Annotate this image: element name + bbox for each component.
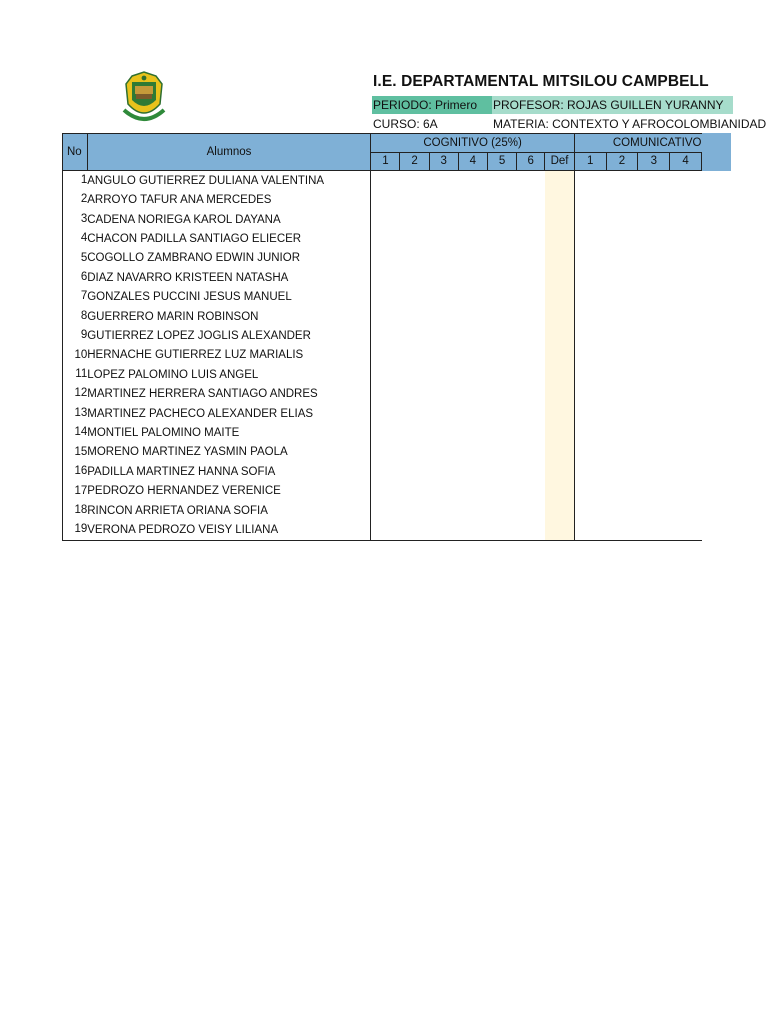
comunicativo-subcol: 3 [638, 153, 670, 171]
grade-cell[interactable] [487, 307, 516, 326]
cognitivo-subcol: 4 [458, 153, 487, 171]
grade-cell[interactable] [429, 384, 458, 403]
grade-cell[interactable] [487, 501, 516, 520]
student-name: COGOLLO ZAMBRANO EDWIN JUNIOR [87, 249, 371, 268]
table-row [63, 307, 702, 326]
grade-cell[interactable] [606, 229, 638, 248]
grade-cell[interactable] [670, 365, 702, 384]
grade-cell[interactable] [458, 249, 487, 268]
student-name: GUERRERO MARIN ROBINSON [87, 307, 371, 326]
grade-cell[interactable] [638, 365, 670, 384]
table-row [63, 520, 702, 540]
grade-cell[interactable] [487, 384, 516, 403]
student-name: ANGULO GUTIERREZ DULIANA VALENTINA [87, 171, 371, 191]
grade-cell[interactable] [458, 443, 487, 462]
grade-cell[interactable] [429, 482, 458, 501]
def-grade-cell[interactable] [545, 462, 575, 481]
grade-cell[interactable] [574, 520, 606, 540]
grade-cell[interactable] [638, 404, 670, 423]
grade-cell[interactable] [670, 346, 702, 365]
grade-cell[interactable] [574, 307, 606, 326]
student-name: MONTIEL PALOMINO MAITE [87, 423, 371, 442]
student-number: 3 [63, 210, 88, 229]
grade-cell[interactable] [638, 443, 670, 462]
grade-cell[interactable] [487, 268, 516, 287]
grade-cell[interactable] [429, 326, 458, 345]
grade-cell[interactable] [670, 210, 702, 229]
grade-cell[interactable] [371, 384, 400, 403]
grade-cell[interactable] [458, 171, 487, 191]
student-number: 11 [63, 365, 88, 384]
grade-cell[interactable] [371, 404, 400, 423]
grade-cell[interactable] [517, 287, 545, 306]
grade-cell[interactable] [574, 190, 606, 209]
comunicativo-subcol: 2 [606, 153, 638, 171]
grade-cell[interactable] [670, 462, 702, 481]
school-shield-logo [118, 70, 170, 126]
grade-cell[interactable] [574, 365, 606, 384]
grade-cell[interactable] [517, 384, 545, 403]
grade-cell[interactable] [371, 326, 400, 345]
grade-cell[interactable] [429, 365, 458, 384]
grade-cell[interactable] [517, 520, 545, 540]
grade-cell[interactable] [487, 171, 516, 191]
grade-cell[interactable] [517, 229, 545, 248]
cognitivo-subcol: 2 [400, 153, 429, 171]
grade-cell[interactable] [638, 287, 670, 306]
grade-cell[interactable] [670, 404, 702, 423]
grade-cell[interactable] [670, 229, 702, 248]
grade-cell[interactable] [606, 287, 638, 306]
student-number: 9 [63, 326, 88, 345]
student-name: PEDROZO HERNANDEZ VERENICE [87, 482, 371, 501]
student-name: DIAZ NAVARRO KRISTEEN NATASHA [87, 268, 371, 287]
grade-cell[interactable] [400, 326, 429, 345]
grade-cell[interactable] [429, 501, 458, 520]
grade-cell[interactable] [487, 462, 516, 481]
grade-cell[interactable] [574, 229, 606, 248]
grade-cell[interactable] [670, 268, 702, 287]
grade-cell[interactable] [400, 190, 429, 209]
table-row [63, 501, 702, 520]
grade-cell[interactable] [487, 404, 516, 423]
def-grade-cell[interactable] [545, 249, 575, 268]
grade-cell[interactable] [606, 482, 638, 501]
def-grade-cell[interactable] [545, 520, 575, 540]
table-row [63, 287, 702, 306]
grade-cell[interactable] [400, 365, 429, 384]
grade-cell[interactable] [429, 307, 458, 326]
col-no-header: No [63, 134, 88, 171]
grade-cell[interactable] [487, 365, 516, 384]
grade-cell[interactable] [638, 384, 670, 403]
grade-cell[interactable] [429, 190, 458, 209]
grade-cell[interactable] [458, 520, 487, 540]
table-row [63, 249, 702, 268]
cognitivo-subcol: 1 [371, 153, 400, 171]
student-number: 18 [63, 501, 88, 520]
student-number: 16 [63, 462, 88, 481]
grade-cell[interactable] [458, 307, 487, 326]
grade-cell[interactable] [517, 171, 545, 191]
grade-cell[interactable] [638, 268, 670, 287]
grade-cell[interactable] [400, 268, 429, 287]
grade-cell[interactable] [458, 462, 487, 481]
grade-cell[interactable] [606, 326, 638, 345]
grade-cell[interactable] [638, 501, 670, 520]
grade-cell[interactable] [400, 462, 429, 481]
grade-cell[interactable] [487, 210, 516, 229]
grade-cell[interactable] [638, 326, 670, 345]
student-name: MARTINEZ HERRERA SANTIAGO ANDRES [87, 384, 371, 403]
grade-cell[interactable] [400, 171, 429, 191]
grade-cell[interactable] [371, 210, 400, 229]
grade-cell[interactable] [670, 501, 702, 520]
grade-cell[interactable] [638, 190, 670, 209]
student-number: 12 [63, 384, 88, 403]
grade-cell[interactable] [517, 190, 545, 209]
student-name: MORENO MARTINEZ YASMIN PAOLA [87, 443, 371, 462]
grade-cell[interactable] [371, 190, 400, 209]
grade-cell[interactable] [606, 404, 638, 423]
grade-cell[interactable] [574, 501, 606, 520]
col-alumnos-header: Alumnos [87, 134, 371, 171]
grade-cell[interactable] [400, 423, 429, 442]
grade-cell[interactable] [606, 365, 638, 384]
table-row [63, 210, 702, 229]
grade-cell[interactable] [400, 287, 429, 306]
grade-cell[interactable] [670, 171, 702, 191]
grade-cell[interactable] [487, 326, 516, 345]
group-comunicativo-header: COMUNICATIVO [574, 134, 701, 153]
table-row [63, 384, 702, 403]
grade-cell[interactable] [606, 210, 638, 229]
periodo-label: PERIODO: Primero [372, 96, 492, 114]
grade-cell[interactable] [517, 443, 545, 462]
grade-cell[interactable] [371, 249, 400, 268]
student-number: 19 [63, 520, 88, 540]
grade-cell[interactable] [670, 384, 702, 403]
grade-cell[interactable] [638, 462, 670, 481]
table-row [63, 404, 702, 423]
comunicativo-subcol: 1 [574, 153, 606, 171]
grade-cell[interactable] [574, 326, 606, 345]
def-grade-cell[interactable] [545, 443, 575, 462]
grade-cell[interactable] [458, 210, 487, 229]
grade-cell[interactable] [517, 326, 545, 345]
table-row [63, 462, 702, 481]
student-number: 7 [63, 287, 88, 306]
grade-cell[interactable] [458, 190, 487, 209]
grade-cell[interactable] [574, 249, 606, 268]
grade-cell[interactable] [606, 307, 638, 326]
def-grade-cell[interactable] [545, 326, 575, 345]
grade-cell[interactable] [487, 423, 516, 442]
grade-cell[interactable] [400, 249, 429, 268]
grade-cell[interactable] [400, 384, 429, 403]
grade-cell[interactable] [371, 462, 400, 481]
grade-cell[interactable] [400, 482, 429, 501]
grade-cell[interactable] [400, 443, 429, 462]
grade-cell[interactable] [606, 171, 638, 191]
def-grade-cell[interactable] [545, 482, 575, 501]
student-number: 4 [63, 229, 88, 248]
grade-cell[interactable] [487, 482, 516, 501]
grade-cell[interactable] [371, 307, 400, 326]
student-number: 17 [63, 482, 88, 501]
grade-cell[interactable] [400, 210, 429, 229]
student-name: CADENA NORIEGA KAROL DAYANA [87, 210, 371, 229]
student-name: GONZALES PUCCINI JESUS MANUEL [87, 287, 371, 306]
student-name: VERONA PEDROZO VEISY LILIANA [87, 520, 371, 540]
grade-cell[interactable] [517, 404, 545, 423]
def-grade-cell[interactable] [545, 307, 575, 326]
grade-cell[interactable] [487, 346, 516, 365]
student-name: GUTIERREZ LOPEZ JOGLIS ALEXANDER [87, 326, 371, 345]
grade-cell[interactable] [638, 229, 670, 248]
cognitivo-subcol: 5 [487, 153, 516, 171]
grade-cell[interactable] [606, 423, 638, 442]
grade-cell[interactable] [670, 249, 702, 268]
school-title: I.E. DEPARTAMENTAL MITSILOU CAMPBELL [373, 73, 709, 90]
table-row [63, 190, 702, 209]
def-grade-cell[interactable] [545, 171, 575, 191]
table-row [63, 326, 702, 345]
grade-cell[interactable] [458, 326, 487, 345]
grade-cell[interactable] [487, 287, 516, 306]
cognitivo-subcol: 3 [429, 153, 458, 171]
grade-cell[interactable] [670, 443, 702, 462]
grade-cell[interactable] [487, 520, 516, 540]
profesor-label: PROFESOR: ROJAS GUILLEN YURANNY [492, 96, 733, 114]
group-cognitivo-header: COGNITIVO (25%) [371, 134, 575, 153]
student-name: PADILLA MARTINEZ HANNA SOFIA [87, 462, 371, 481]
table-row [63, 229, 702, 248]
grade-cell[interactable] [371, 365, 400, 384]
grade-cell[interactable] [429, 520, 458, 540]
grade-cell[interactable] [400, 307, 429, 326]
def-grade-cell[interactable] [545, 404, 575, 423]
student-number: 14 [63, 423, 88, 442]
table-row [63, 443, 702, 462]
grade-cell[interactable] [638, 482, 670, 501]
student-rows [63, 171, 702, 541]
grade-cell[interactable] [517, 365, 545, 384]
grade-cell[interactable] [458, 346, 487, 365]
grade-cell[interactable] [638, 520, 670, 540]
student-number: 15 [63, 443, 88, 462]
grade-cell[interactable] [574, 404, 606, 423]
grade-cell[interactable] [400, 346, 429, 365]
grade-cell[interactable] [517, 423, 545, 442]
grade-cell[interactable] [429, 443, 458, 462]
grade-cell[interactable] [574, 171, 606, 191]
grade-cell[interactable] [371, 346, 400, 365]
grade-cell[interactable] [574, 423, 606, 442]
grade-cell[interactable] [487, 229, 516, 248]
grade-cell[interactable] [429, 462, 458, 481]
student-number: 5 [63, 249, 88, 268]
def-grade-cell[interactable] [545, 501, 575, 520]
grade-cell[interactable] [371, 423, 400, 442]
grade-cell[interactable] [371, 443, 400, 462]
grade-cell[interactable] [400, 404, 429, 423]
grade-cell[interactable] [458, 404, 487, 423]
grade-cell[interactable] [574, 268, 606, 287]
student-number: 2 [63, 190, 88, 209]
grade-cell[interactable] [670, 307, 702, 326]
grade-cell[interactable] [670, 287, 702, 306]
grade-cell[interactable] [670, 423, 702, 442]
grade-cell[interactable] [670, 482, 702, 501]
grade-cell[interactable] [574, 384, 606, 403]
grade-cell[interactable] [638, 210, 670, 229]
header-overflow-fill [702, 133, 731, 171]
grade-cell[interactable] [670, 326, 702, 345]
grade-cell[interactable] [458, 501, 487, 520]
table-row [63, 365, 702, 384]
grade-cell[interactable] [371, 229, 400, 248]
grade-cell[interactable] [458, 365, 487, 384]
grade-cell[interactable] [429, 423, 458, 442]
grades-table [62, 133, 702, 541]
grade-cell[interactable] [371, 268, 400, 287]
grade-cell[interactable] [371, 287, 400, 306]
grade-cell[interactable] [670, 520, 702, 540]
grade-cell[interactable] [487, 249, 516, 268]
grade-cell[interactable] [429, 287, 458, 306]
grade-cell[interactable] [458, 268, 487, 287]
grade-cell[interactable] [606, 268, 638, 287]
grade-cell[interactable] [574, 462, 606, 481]
grade-cell[interactable] [638, 307, 670, 326]
grade-cell[interactable] [487, 190, 516, 209]
def-grade-cell[interactable] [545, 384, 575, 403]
grade-cell[interactable] [574, 443, 606, 462]
grade-cell[interactable] [371, 501, 400, 520]
grade-cell[interactable] [606, 249, 638, 268]
def-grade-cell[interactable] [545, 268, 575, 287]
grade-cell[interactable] [574, 287, 606, 306]
student-number: 13 [63, 404, 88, 423]
def-grade-cell[interactable] [545, 229, 575, 248]
grade-cell[interactable] [400, 229, 429, 248]
student-name: HERNACHE GUTIERREZ LUZ MARIALIS [87, 346, 371, 365]
student-number: 10 [63, 346, 88, 365]
grade-cell[interactable] [517, 307, 545, 326]
grade-cell[interactable] [400, 501, 429, 520]
grade-cell[interactable] [606, 501, 638, 520]
student-number: 6 [63, 268, 88, 287]
grade-cell[interactable] [458, 229, 487, 248]
grade-cell[interactable] [429, 210, 458, 229]
comunicativo-subcol: 4 [670, 153, 702, 171]
grade-cell[interactable] [574, 210, 606, 229]
grade-cell[interactable] [429, 346, 458, 365]
def-grade-cell[interactable] [545, 287, 575, 306]
grade-cell[interactable] [371, 482, 400, 501]
grade-cell[interactable] [458, 384, 487, 403]
grade-cell[interactable] [517, 482, 545, 501]
grade-cell[interactable] [638, 346, 670, 365]
grade-cell[interactable] [371, 520, 400, 540]
def-grade-cell[interactable] [545, 346, 575, 365]
grade-cell[interactable] [638, 423, 670, 442]
grade-cell[interactable] [517, 249, 545, 268]
grade-cell[interactable] [429, 171, 458, 191]
grade-cell[interactable] [429, 249, 458, 268]
def-grade-cell[interactable] [545, 190, 575, 209]
table-row [63, 346, 702, 365]
materia-label: MATERIA: CONTEXTO Y AFROCOLOMBIANIDAD [493, 117, 767, 131]
grade-cell[interactable] [517, 501, 545, 520]
grade-cell[interactable] [606, 443, 638, 462]
cognitivo-def-subcol: Def [545, 153, 575, 171]
curso-label: CURSO: 6A [373, 117, 438, 131]
student-name: RINCON ARRIETA ORIANA SOFIA [87, 501, 371, 520]
grade-cell[interactable] [371, 171, 400, 191]
grade-cell[interactable] [606, 190, 638, 209]
grade-cell[interactable] [574, 346, 606, 365]
grade-cell[interactable] [517, 346, 545, 365]
grade-cell[interactable] [574, 482, 606, 501]
grade-cell[interactable] [458, 482, 487, 501]
grade-cell[interactable] [400, 520, 429, 540]
table-row [63, 482, 702, 501]
grade-cell[interactable] [517, 268, 545, 287]
grade-cell[interactable] [606, 520, 638, 540]
def-grade-cell[interactable] [545, 423, 575, 442]
student-number: 8 [63, 307, 88, 326]
grade-cell[interactable] [517, 210, 545, 229]
table-row [63, 423, 702, 442]
student-name: ARROYO TAFUR ANA MERCEDES [87, 190, 371, 209]
student-name: CHACON PADILLA SANTIAGO ELIECER [87, 229, 371, 248]
grade-cell[interactable] [670, 190, 702, 209]
grade-cell[interactable] [606, 384, 638, 403]
grade-cell[interactable] [429, 268, 458, 287]
def-grade-cell[interactable] [545, 365, 575, 384]
grade-cell[interactable] [606, 346, 638, 365]
cognitivo-subcol: 6 [517, 153, 545, 171]
grade-cell[interactable] [638, 171, 670, 191]
student-number: 1 [63, 171, 88, 191]
grade-cell[interactable] [429, 229, 458, 248]
table-row [63, 171, 702, 191]
grade-cell[interactable] [487, 443, 516, 462]
grade-cell[interactable] [606, 462, 638, 481]
grade-cell[interactable] [517, 462, 545, 481]
grade-cell[interactable] [429, 404, 458, 423]
student-name: LOPEZ PALOMINO LUIS ANGEL [87, 365, 371, 384]
student-name: MARTINEZ PACHECO ALEXANDER ELIAS [87, 404, 371, 423]
grade-cell[interactable] [458, 423, 487, 442]
table-row [63, 268, 702, 287]
def-grade-cell[interactable] [545, 210, 575, 229]
grade-cell[interactable] [458, 287, 487, 306]
grade-cell[interactable] [638, 249, 670, 268]
